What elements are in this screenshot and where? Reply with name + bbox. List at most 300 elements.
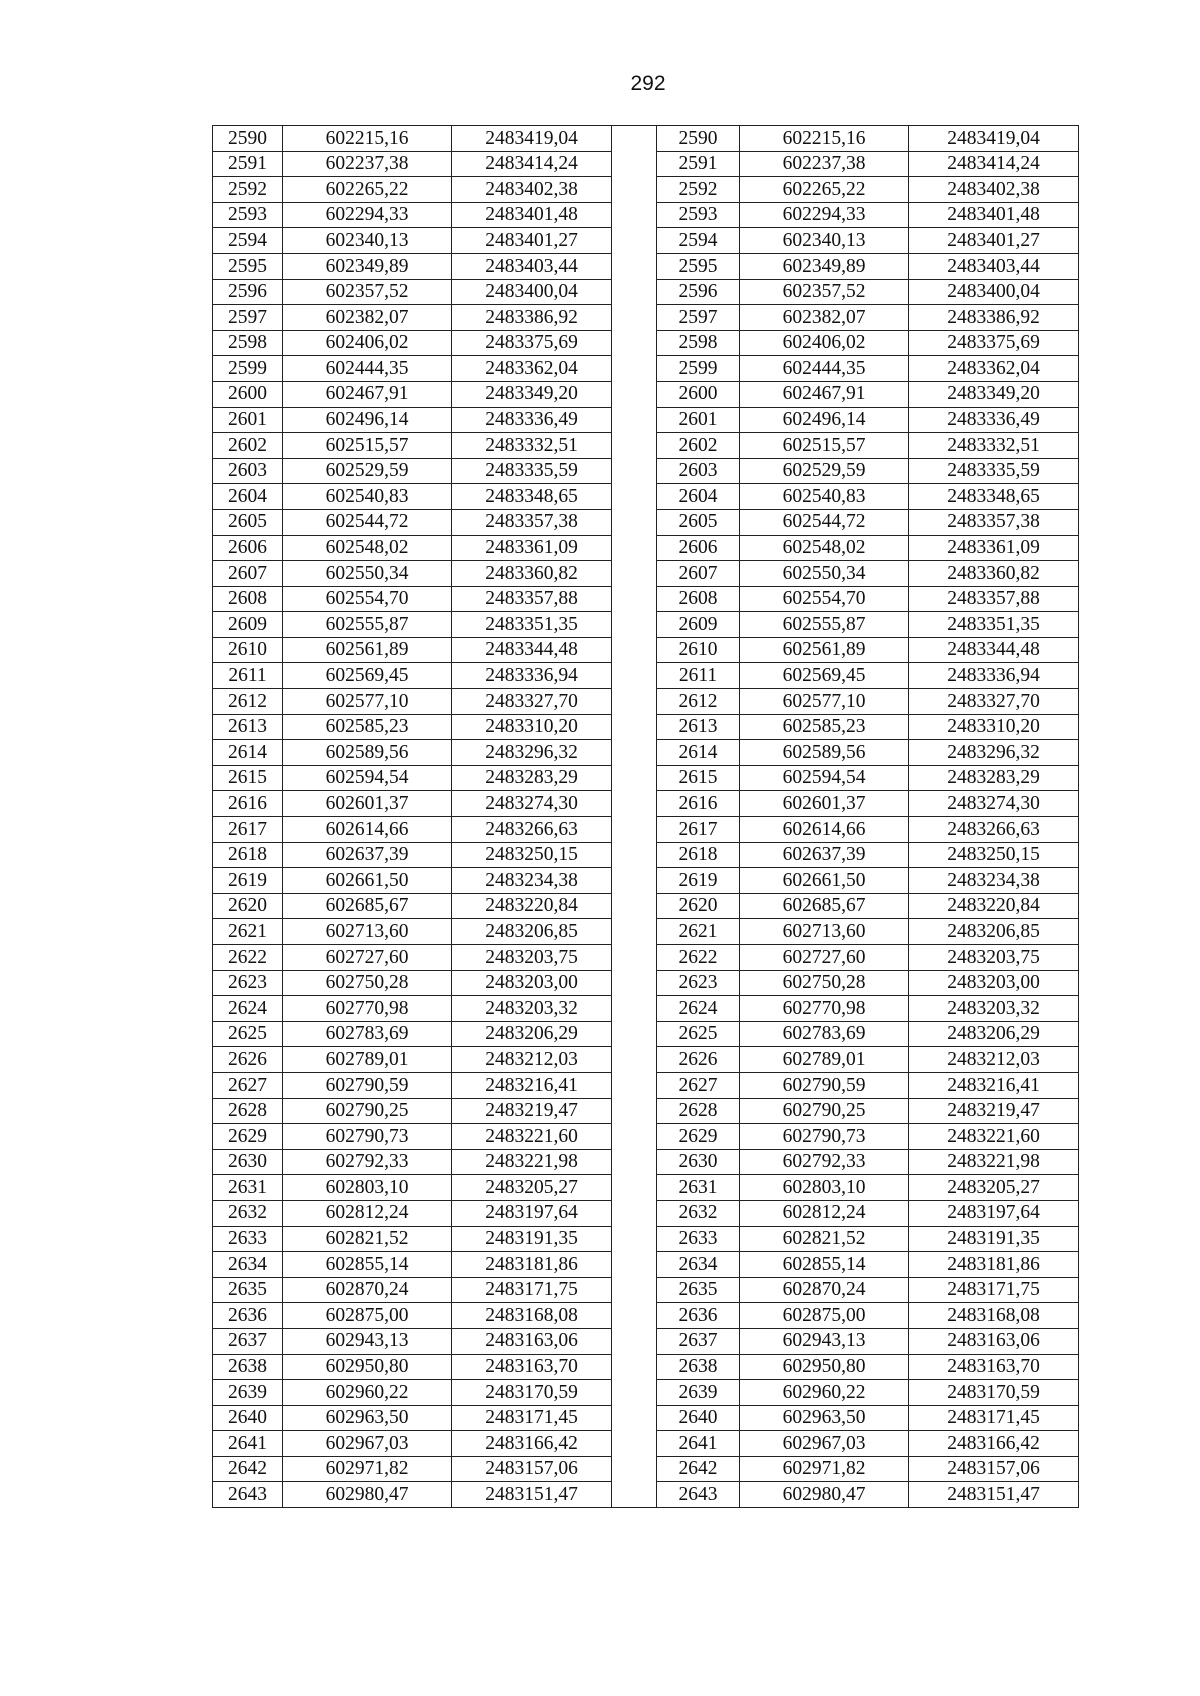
blank-separator-cell <box>612 1047 657 1073</box>
blank-separator-cell <box>612 714 657 740</box>
y-coordinate-cell: 2483403,44 <box>452 253 612 279</box>
point-number-cell: 2628 <box>657 1098 740 1124</box>
y-coordinate-cell: 2483414,24 <box>909 151 1079 177</box>
y-coordinate-cell: 2483344,48 <box>909 637 1079 663</box>
y-coordinate-cell: 2483166,42 <box>452 1431 612 1457</box>
y-coordinate-cell: 2483234,38 <box>452 868 612 894</box>
x-coordinate-cell: 602569,45 <box>283 663 452 689</box>
point-number-cell: 2598 <box>657 330 740 356</box>
x-coordinate-cell: 602265,22 <box>283 177 452 203</box>
point-number-cell: 2597 <box>657 305 740 331</box>
x-coordinate-cell: 602555,87 <box>283 612 452 638</box>
blank-separator-cell <box>612 1175 657 1201</box>
y-coordinate-cell: 2483170,59 <box>909 1380 1079 1406</box>
x-coordinate-cell: 602467,91 <box>283 381 452 407</box>
point-number-cell: 2591 <box>213 151 283 177</box>
x-coordinate-cell: 602727,60 <box>283 945 452 971</box>
x-coordinate-cell: 602529,59 <box>283 458 452 484</box>
table-row <box>213 689 1079 715</box>
table-row <box>213 714 1079 740</box>
x-coordinate-cell: 602215,16 <box>283 126 452 152</box>
y-coordinate-cell: 2483360,82 <box>452 561 612 587</box>
table-row <box>213 1431 1079 1457</box>
y-coordinate-cell: 2483216,41 <box>452 1072 612 1098</box>
y-coordinate-cell: 2483203,75 <box>452 945 612 971</box>
point-number-cell: 2610 <box>213 637 283 663</box>
table-row <box>213 637 1079 663</box>
point-number-cell: 2608 <box>657 586 740 612</box>
x-coordinate-cell: 602561,89 <box>740 637 909 663</box>
x-coordinate-cell: 602349,89 <box>283 253 452 279</box>
point-number-cell: 2629 <box>657 1124 740 1150</box>
blank-separator-cell <box>612 1405 657 1431</box>
y-coordinate-cell: 2483419,04 <box>909 126 1079 152</box>
x-coordinate-cell: 602215,16 <box>740 126 909 152</box>
y-coordinate-cell: 2483220,84 <box>909 893 1079 919</box>
point-number-cell: 2619 <box>657 868 740 894</box>
point-number-cell: 2590 <box>657 126 740 152</box>
point-number-cell: 2642 <box>657 1456 740 1482</box>
x-coordinate-cell: 602340,13 <box>283 228 452 254</box>
point-number-cell: 2608 <box>213 586 283 612</box>
table-row <box>213 330 1079 356</box>
y-coordinate-cell: 2483157,06 <box>452 1456 612 1482</box>
blank-separator-cell <box>612 637 657 663</box>
x-coordinate-cell: 602790,59 <box>740 1072 909 1098</box>
x-coordinate-cell: 602637,39 <box>283 842 452 868</box>
blank-separator-cell <box>612 586 657 612</box>
x-coordinate-cell: 602548,02 <box>740 535 909 561</box>
table-row <box>213 305 1079 331</box>
y-coordinate-cell: 2483402,38 <box>452 177 612 203</box>
point-number-cell: 2611 <box>213 663 283 689</box>
y-coordinate-cell: 2483310,20 <box>452 714 612 740</box>
point-number-cell: 2605 <box>657 509 740 535</box>
point-number-cell: 2632 <box>213 1200 283 1226</box>
x-coordinate-cell: 602789,01 <box>740 1047 909 1073</box>
y-coordinate-cell: 2483361,09 <box>452 535 612 561</box>
y-coordinate-cell: 2483212,03 <box>452 1047 612 1073</box>
point-number-cell: 2623 <box>657 970 740 996</box>
blank-separator-cell <box>612 1072 657 1098</box>
y-coordinate-cell: 2483219,47 <box>452 1098 612 1124</box>
x-coordinate-cell: 602577,10 <box>283 689 452 715</box>
blank-separator-cell <box>612 663 657 689</box>
blank-separator-cell <box>612 305 657 331</box>
x-coordinate-cell: 602855,14 <box>283 1252 452 1278</box>
y-coordinate-cell: 2483403,44 <box>909 253 1079 279</box>
x-coordinate-cell: 602637,39 <box>740 842 909 868</box>
y-coordinate-cell: 2483335,59 <box>909 458 1079 484</box>
point-number-cell: 2631 <box>657 1175 740 1201</box>
y-coordinate-cell: 2483203,00 <box>452 970 612 996</box>
y-coordinate-cell: 2483327,70 <box>452 689 612 715</box>
x-coordinate-cell: 602550,34 <box>283 561 452 587</box>
point-number-cell: 2640 <box>657 1405 740 1431</box>
point-number-cell: 2636 <box>657 1303 740 1329</box>
x-coordinate-cell: 602971,82 <box>740 1456 909 1482</box>
blank-separator-cell <box>612 765 657 791</box>
blank-separator-cell <box>612 868 657 894</box>
x-coordinate-cell: 602803,10 <box>283 1175 452 1201</box>
blank-separator-cell <box>612 253 657 279</box>
y-coordinate-cell: 2483157,06 <box>909 1456 1079 1482</box>
point-number-cell: 2602 <box>213 433 283 459</box>
y-coordinate-cell: 2483283,29 <box>909 765 1079 791</box>
y-coordinate-cell: 2483386,92 <box>452 305 612 331</box>
blank-separator-cell <box>612 817 657 843</box>
x-coordinate-cell: 602713,60 <box>283 919 452 945</box>
x-coordinate-cell: 602950,80 <box>283 1354 452 1380</box>
point-number-cell: 2617 <box>657 817 740 843</box>
x-coordinate-cell: 602812,24 <box>283 1200 452 1226</box>
blank-separator-cell <box>612 484 657 510</box>
point-number-cell: 2604 <box>213 484 283 510</box>
y-coordinate-cell: 2483250,15 <box>452 842 612 868</box>
point-number-cell: 2595 <box>657 253 740 279</box>
table-row <box>213 381 1079 407</box>
point-number-cell: 2636 <box>213 1303 283 1329</box>
y-coordinate-cell: 2483219,47 <box>909 1098 1079 1124</box>
point-number-cell: 2641 <box>657 1431 740 1457</box>
x-coordinate-cell: 602589,56 <box>283 740 452 766</box>
y-coordinate-cell: 2483360,82 <box>909 561 1079 587</box>
point-number-cell: 2622 <box>213 945 283 971</box>
y-coordinate-cell: 2483348,65 <box>909 484 1079 510</box>
x-coordinate-cell: 602540,83 <box>740 484 909 510</box>
point-number-cell: 2643 <box>657 1482 740 1508</box>
blank-separator-cell <box>612 1021 657 1047</box>
x-coordinate-cell: 602529,59 <box>740 458 909 484</box>
blank-separator-cell <box>612 689 657 715</box>
point-number-cell: 2633 <box>657 1226 740 1252</box>
y-coordinate-cell: 2483400,04 <box>452 279 612 305</box>
point-number-cell: 2612 <box>657 689 740 715</box>
x-coordinate-cell: 602980,47 <box>283 1482 452 1508</box>
point-number-cell: 2619 <box>213 868 283 894</box>
x-coordinate-cell: 602875,00 <box>283 1303 452 1329</box>
point-number-cell: 2610 <box>657 637 740 663</box>
point-number-cell: 2620 <box>213 893 283 919</box>
x-coordinate-cell: 602382,07 <box>283 305 452 331</box>
y-coordinate-cell: 2483171,45 <box>452 1405 612 1431</box>
blank-separator-cell <box>612 330 657 356</box>
point-number-cell: 2637 <box>213 1328 283 1354</box>
y-coordinate-cell: 2483212,03 <box>909 1047 1079 1073</box>
point-number-cell: 2616 <box>657 791 740 817</box>
x-coordinate-cell: 602555,87 <box>740 612 909 638</box>
y-coordinate-cell: 2483163,70 <box>452 1354 612 1380</box>
point-number-cell: 2613 <box>657 714 740 740</box>
point-number-cell: 2601 <box>213 407 283 433</box>
y-coordinate-cell: 2483266,63 <box>452 817 612 843</box>
x-coordinate-cell: 602792,33 <box>283 1149 452 1175</box>
y-coordinate-cell: 2483163,06 <box>452 1328 612 1354</box>
x-coordinate-cell: 602685,67 <box>740 893 909 919</box>
blank-separator-cell <box>612 1098 657 1124</box>
x-coordinate-cell: 602971,82 <box>283 1456 452 1482</box>
x-coordinate-cell: 602585,23 <box>740 714 909 740</box>
point-number-cell: 2597 <box>213 305 283 331</box>
point-number-cell: 2605 <box>213 509 283 535</box>
table-row <box>213 1072 1079 1098</box>
point-number-cell: 2612 <box>213 689 283 715</box>
x-coordinate-cell: 602950,80 <box>740 1354 909 1380</box>
x-coordinate-cell: 602803,10 <box>740 1175 909 1201</box>
point-number-cell: 2625 <box>657 1021 740 1047</box>
blank-separator-cell <box>612 407 657 433</box>
y-coordinate-cell: 2483203,32 <box>452 996 612 1022</box>
table-row <box>213 817 1079 843</box>
x-coordinate-cell: 602357,52 <box>283 279 452 305</box>
point-number-cell: 2606 <box>213 535 283 561</box>
y-coordinate-cell: 2483332,51 <box>909 433 1079 459</box>
y-coordinate-cell: 2483171,45 <box>909 1405 1079 1431</box>
point-number-cell: 2633 <box>213 1226 283 1252</box>
point-number-cell: 2621 <box>657 919 740 945</box>
blank-separator-cell <box>612 1482 657 1508</box>
table-row <box>213 433 1079 459</box>
point-number-cell: 2630 <box>213 1149 283 1175</box>
x-coordinate-cell: 602406,02 <box>740 330 909 356</box>
x-coordinate-cell: 602548,02 <box>283 535 452 561</box>
y-coordinate-cell: 2483171,75 <box>909 1277 1079 1303</box>
table-row <box>213 612 1079 638</box>
table-row <box>213 1226 1079 1252</box>
blank-separator-cell <box>612 279 657 305</box>
x-coordinate-cell: 602855,14 <box>740 1252 909 1278</box>
x-coordinate-cell: 602614,66 <box>740 817 909 843</box>
y-coordinate-cell: 2483205,27 <box>909 1175 1079 1201</box>
point-number-cell: 2598 <box>213 330 283 356</box>
blank-separator-cell <box>612 1354 657 1380</box>
blank-separator-cell <box>612 509 657 535</box>
x-coordinate-cell: 602661,50 <box>283 868 452 894</box>
point-number-cell: 2632 <box>657 1200 740 1226</box>
table-row <box>213 945 1079 971</box>
point-number-cell: 2626 <box>213 1047 283 1073</box>
y-coordinate-cell: 2483250,15 <box>909 842 1079 868</box>
point-number-cell: 2614 <box>657 740 740 766</box>
y-coordinate-cell: 2483234,38 <box>909 868 1079 894</box>
y-coordinate-cell: 2483335,59 <box>452 458 612 484</box>
blank-separator-cell <box>612 996 657 1022</box>
x-coordinate-cell: 602357,52 <box>740 279 909 305</box>
x-coordinate-cell: 602554,70 <box>283 586 452 612</box>
y-coordinate-cell: 2483170,59 <box>452 1380 612 1406</box>
x-coordinate-cell: 602792,33 <box>740 1149 909 1175</box>
y-coordinate-cell: 2483386,92 <box>909 305 1079 331</box>
table-row <box>213 151 1079 177</box>
y-coordinate-cell: 2483197,64 <box>452 1200 612 1226</box>
x-coordinate-cell: 602790,25 <box>283 1098 452 1124</box>
blank-separator-cell <box>612 126 657 152</box>
x-coordinate-cell: 602237,38 <box>283 151 452 177</box>
x-coordinate-cell: 602444,35 <box>740 356 909 382</box>
point-number-cell: 2590 <box>213 126 283 152</box>
x-coordinate-cell: 602467,91 <box>740 381 909 407</box>
blank-separator-cell <box>612 740 657 766</box>
y-coordinate-cell: 2483401,48 <box>452 202 612 228</box>
table-row <box>213 1149 1079 1175</box>
y-coordinate-cell: 2483351,35 <box>909 612 1079 638</box>
point-number-cell: 2623 <box>213 970 283 996</box>
blank-separator-cell <box>612 893 657 919</box>
y-coordinate-cell: 2483336,49 <box>909 407 1079 433</box>
blank-separator-cell <box>612 228 657 254</box>
point-number-cell: 2615 <box>213 765 283 791</box>
table-row <box>213 509 1079 535</box>
x-coordinate-cell: 602406,02 <box>283 330 452 356</box>
point-number-cell: 2634 <box>213 1252 283 1278</box>
x-coordinate-cell: 602821,52 <box>740 1226 909 1252</box>
x-coordinate-cell: 602875,00 <box>740 1303 909 1329</box>
point-number-cell: 2611 <box>657 663 740 689</box>
x-coordinate-cell: 602750,28 <box>283 970 452 996</box>
x-coordinate-cell: 602382,07 <box>740 305 909 331</box>
table-row <box>213 535 1079 561</box>
x-coordinate-cell: 602943,13 <box>283 1328 452 1354</box>
table-row <box>213 407 1079 433</box>
table-row <box>213 740 1079 766</box>
x-coordinate-cell: 602515,57 <box>283 433 452 459</box>
table-row <box>213 458 1079 484</box>
point-number-cell: 2607 <box>657 561 740 587</box>
y-coordinate-cell: 2483221,60 <box>909 1124 1079 1150</box>
table-row <box>213 765 1079 791</box>
point-number-cell: 2625 <box>213 1021 283 1047</box>
y-coordinate-cell: 2483296,32 <box>452 740 612 766</box>
point-number-cell: 2624 <box>213 996 283 1022</box>
x-coordinate-cell: 602265,22 <box>740 177 909 203</box>
table-row <box>213 868 1079 894</box>
table-row <box>213 1303 1079 1329</box>
y-coordinate-cell: 2483203,32 <box>909 996 1079 1022</box>
table-row <box>213 1405 1079 1431</box>
point-number-cell: 2601 <box>657 407 740 433</box>
x-coordinate-cell: 602515,57 <box>740 433 909 459</box>
x-coordinate-cell: 602980,47 <box>740 1482 909 1508</box>
y-coordinate-cell: 2483274,30 <box>452 791 612 817</box>
table-row <box>213 356 1079 382</box>
blank-separator-cell <box>612 919 657 945</box>
x-coordinate-cell: 602577,10 <box>740 689 909 715</box>
table-row <box>213 1277 1079 1303</box>
table-row <box>213 663 1079 689</box>
blank-separator-cell <box>612 1124 657 1150</box>
table-row <box>213 1124 1079 1150</box>
blank-separator-cell <box>612 356 657 382</box>
point-number-cell: 2614 <box>213 740 283 766</box>
point-number-cell: 2615 <box>657 765 740 791</box>
point-number-cell: 2634 <box>657 1252 740 1278</box>
y-coordinate-cell: 2483283,29 <box>452 765 612 791</box>
x-coordinate-cell: 602540,83 <box>283 484 452 510</box>
point-number-cell: 2628 <box>213 1098 283 1124</box>
x-coordinate-cell: 602544,72 <box>740 509 909 535</box>
blank-separator-cell <box>612 1226 657 1252</box>
x-coordinate-cell: 602340,13 <box>740 228 909 254</box>
point-number-cell: 2640 <box>213 1405 283 1431</box>
point-number-cell: 2629 <box>213 1124 283 1150</box>
page-number: 292 <box>630 72 666 95</box>
point-number-cell: 2592 <box>657 177 740 203</box>
point-number-cell: 2635 <box>213 1277 283 1303</box>
x-coordinate-cell: 602963,50 <box>740 1405 909 1431</box>
point-number-cell: 2594 <box>213 228 283 254</box>
blank-separator-cell <box>612 1149 657 1175</box>
point-number-cell: 2639 <box>657 1380 740 1406</box>
point-number-cell: 2604 <box>657 484 740 510</box>
blank-separator-cell <box>612 842 657 868</box>
point-number-cell: 2592 <box>213 177 283 203</box>
y-coordinate-cell: 2483401,27 <box>452 228 612 254</box>
y-coordinate-cell: 2483419,04 <box>452 126 612 152</box>
y-coordinate-cell: 2483362,04 <box>909 356 1079 382</box>
x-coordinate-cell: 602963,50 <box>283 1405 452 1431</box>
x-coordinate-cell: 602783,69 <box>740 1021 909 1047</box>
point-number-cell: 2600 <box>213 381 283 407</box>
y-coordinate-cell: 2483221,60 <box>452 1124 612 1150</box>
x-coordinate-cell: 602496,14 <box>283 407 452 433</box>
x-coordinate-cell: 602496,14 <box>740 407 909 433</box>
x-coordinate-cell: 602713,60 <box>740 919 909 945</box>
blank-separator-cell <box>612 561 657 587</box>
blank-separator-cell <box>612 202 657 228</box>
y-coordinate-cell: 2483205,27 <box>452 1175 612 1201</box>
blank-separator-cell <box>612 1380 657 1406</box>
x-coordinate-cell: 602790,59 <box>283 1072 452 1098</box>
x-coordinate-cell: 602727,60 <box>740 945 909 971</box>
table-row <box>213 228 1079 254</box>
x-coordinate-cell: 602967,03 <box>740 1431 909 1457</box>
point-number-cell: 2593 <box>213 202 283 228</box>
y-coordinate-cell: 2483357,88 <box>909 586 1079 612</box>
y-coordinate-cell: 2483336,94 <box>909 663 1079 689</box>
y-coordinate-cell: 2483336,49 <box>452 407 612 433</box>
x-coordinate-cell: 602589,56 <box>740 740 909 766</box>
y-coordinate-cell: 2483400,04 <box>909 279 1079 305</box>
table-row <box>213 1175 1079 1201</box>
point-number-cell: 2594 <box>657 228 740 254</box>
point-number-cell: 2635 <box>657 1277 740 1303</box>
point-number-cell: 2600 <box>657 381 740 407</box>
x-coordinate-cell: 602554,70 <box>740 586 909 612</box>
point-number-cell: 2609 <box>657 612 740 638</box>
y-coordinate-cell: 2483163,70 <box>909 1354 1079 1380</box>
table-body <box>213 126 1079 1508</box>
y-coordinate-cell: 2483310,20 <box>909 714 1079 740</box>
table-row <box>213 1021 1079 1047</box>
y-coordinate-cell: 2483181,86 <box>452 1252 612 1278</box>
y-coordinate-cell: 2483197,64 <box>909 1200 1079 1226</box>
x-coordinate-cell: 602594,54 <box>283 765 452 791</box>
x-coordinate-cell: 602790,73 <box>740 1124 909 1150</box>
blank-separator-cell <box>612 535 657 561</box>
y-coordinate-cell: 2483220,84 <box>452 893 612 919</box>
point-number-cell: 2621 <box>213 919 283 945</box>
x-coordinate-cell: 602601,37 <box>283 791 452 817</box>
point-number-cell: 2643 <box>213 1482 283 1508</box>
blank-separator-cell <box>612 612 657 638</box>
point-number-cell: 2627 <box>213 1072 283 1098</box>
point-number-cell: 2639 <box>213 1380 283 1406</box>
blank-separator-cell <box>612 151 657 177</box>
blank-separator-cell <box>612 791 657 817</box>
y-coordinate-cell: 2483401,27 <box>909 228 1079 254</box>
blank-separator-cell <box>612 177 657 203</box>
point-number-cell: 2591 <box>657 151 740 177</box>
